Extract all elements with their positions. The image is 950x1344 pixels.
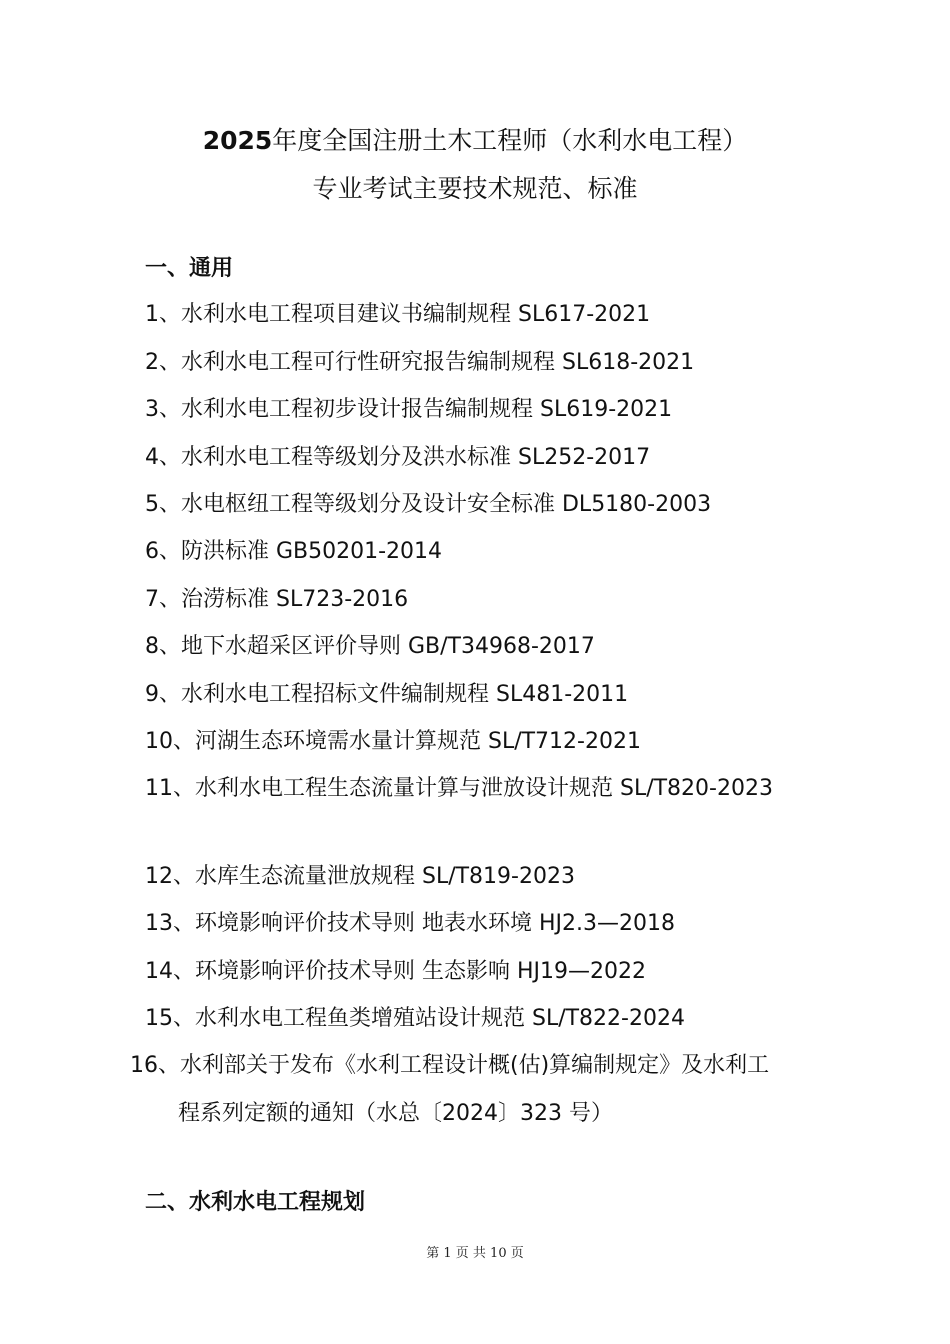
list-item-16-line-1: 16、水利部关于发布《水利工程设计概(估)算编制规定》及水利工: [130, 1053, 770, 1078]
section-heading-planning: 二、水利水电工程规划: [145, 1190, 366, 1215]
list-item: 1、水利水电工程项目建议书编制规程 SL617-2021: [145, 302, 651, 327]
list-item: 14、环境影响评价技术导则 生态影响 HJ19—2022: [145, 959, 646, 984]
list-item: 6、防洪标准 GB50201-2014: [145, 539, 443, 564]
list-item: 4、水利水电工程等级划分及洪水标准 SL252-2017: [145, 445, 651, 470]
document-subtitle: 专业考试主要技术规范、标准: [312, 174, 638, 203]
list-item: 15、水利水电工程鱼类增殖站设计规范 SL/T822-2024: [145, 1006, 685, 1031]
list-item-16-line-2: 程系列定额的通知（水总〔2024〕323 号）: [178, 1101, 613, 1126]
page-footer: 第 1 页 共 10 页: [426, 1246, 524, 1261]
title-year: 2025: [202, 126, 273, 155]
list-item: 12、水库生态流量泄放规程 SL/T819-2023: [145, 864, 575, 889]
list-item: 2、水利水电工程可行性研究报告编制规程 SL618-2021: [145, 350, 695, 375]
list-item: 5、水电枢纽工程等级划分及设计安全标准 DL5180-2003: [145, 492, 712, 517]
list-item: 11、水利水电工程生态流量计算与泄放设计规范 SL/T820-2023: [145, 776, 773, 801]
list-item: 13、环境影响评价技术导则 地表水环境 HJ2.3—2018: [145, 911, 675, 936]
list-item: 8、地下水超采区评价导则 GB/T34968-2017: [145, 634, 595, 659]
list-item: 3、水利水电工程初步设计报告编制规程 SL619-2021: [145, 397, 673, 422]
list-item: 7、治涝标准 SL723-2016: [145, 587, 409, 612]
section-heading-general: 一、通用: [145, 256, 234, 281]
title-text: 年度全国注册土木工程师（水利水电工程）: [272, 126, 748, 155]
list-item: 9、水利水电工程招标文件编制规程 SL481-2011: [145, 682, 629, 707]
document-title: [0, 124, 950, 158]
list-item: 10、河湖生态环境需水量计算规范 SL/T712-2021: [145, 729, 641, 754]
